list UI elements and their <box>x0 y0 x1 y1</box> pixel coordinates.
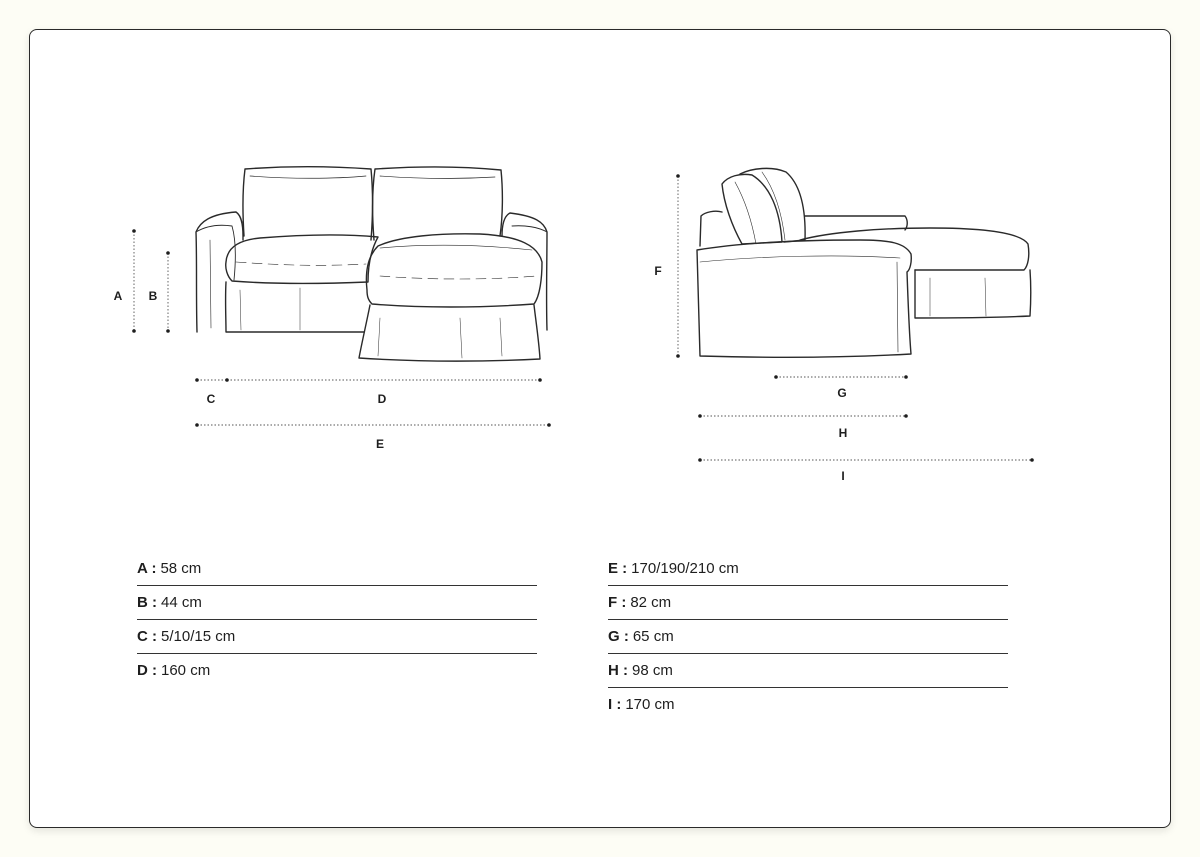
sofa-side-view <box>697 168 1031 357</box>
spec-value: 98 cm <box>632 662 673 679</box>
dim-label-d: D <box>377 392 387 406</box>
chaise-skirt <box>359 305 540 361</box>
spec-key: E : <box>608 560 628 577</box>
spec-value: 65 cm <box>632 628 674 645</box>
back-pillow-rear <box>722 174 782 244</box>
dimensions-list-right <box>608 552 1008 722</box>
left-arm <box>196 212 243 332</box>
dim-label-i: I <box>841 469 845 483</box>
spec-key: B : <box>137 594 157 611</box>
spec-value: 82 cm <box>630 594 672 611</box>
spec-key: D : <box>137 662 157 679</box>
dim-label-e: E <box>375 437 385 451</box>
spec-row-i <box>608 688 1008 722</box>
dimensions-list-left <box>137 552 537 688</box>
side-body <box>697 240 911 357</box>
spec-key: C : <box>137 628 157 645</box>
spec-row-a <box>137 552 537 586</box>
spec-row-e <box>608 552 1008 586</box>
spec-value: 58 cm <box>160 560 202 577</box>
spec-row-h <box>608 654 1008 688</box>
back-cushion-left <box>243 167 373 240</box>
spec-key: H : <box>608 662 628 679</box>
chaise-side <box>800 228 1029 270</box>
spec-key: A : <box>137 560 157 577</box>
spec-row-f <box>608 586 1008 620</box>
spec-key: G : <box>608 628 629 645</box>
seat-cushion-left <box>226 235 378 284</box>
chaise-cushion <box>366 234 542 307</box>
right-arm <box>502 213 547 330</box>
spec-row-c <box>137 620 537 654</box>
spec-row-b <box>137 586 537 620</box>
spec-value: 170 cm <box>625 696 675 713</box>
spec-row-d <box>137 654 537 688</box>
dim-label-h: H <box>838 426 848 440</box>
spec-key: F : <box>608 594 627 611</box>
dim-label-g: G <box>837 386 847 400</box>
dim-label-b: B <box>148 289 158 303</box>
spec-value: 5/10/15 cm <box>161 628 236 645</box>
dim-label-c: C <box>206 392 216 406</box>
dimension-endpoints <box>132 174 1034 462</box>
dim-label-f: F <box>654 264 662 278</box>
spec-value: 170/190/210 cm <box>631 560 739 577</box>
back-pillow-front <box>740 168 805 242</box>
spec-value: 160 cm <box>161 662 211 679</box>
sofa-front-view <box>196 167 547 361</box>
spec-key: I : <box>608 696 622 713</box>
spec-row-g <box>608 620 1008 654</box>
dim-label-a: A <box>113 289 123 303</box>
spec-value: 44 cm <box>161 594 202 611</box>
seat-skirt-left <box>226 282 364 332</box>
